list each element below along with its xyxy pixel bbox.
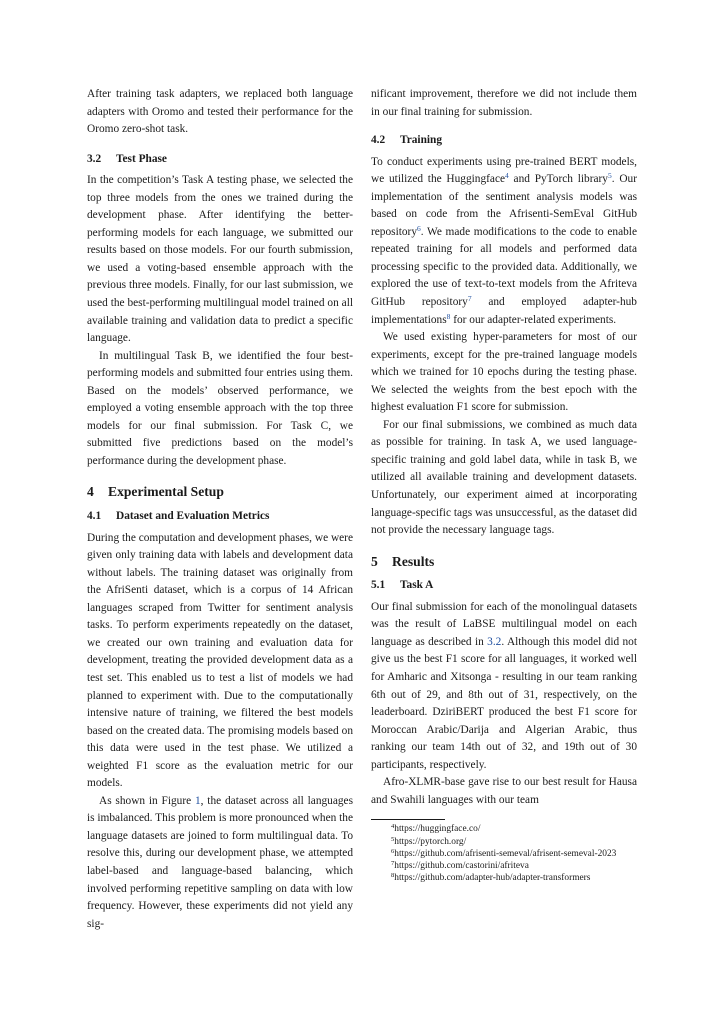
footnote-url[interactable]: https://github.com/castorini/afriteva [394, 860, 529, 871]
text-run: and PyTorch library [508, 173, 608, 186]
heading-title: Dataset and Evaluation Metrics [116, 510, 270, 523]
footnote-mark: 8 [391, 872, 395, 880]
heading-3-2 [87, 151, 353, 169]
footnote-marker-7[interactable]: 7 [467, 294, 472, 304]
paragraph-task-a [371, 599, 637, 774]
footnote-url[interactable]: https://github.com/afrisenti-semeval/afrisent-semeval-2023 [394, 848, 617, 859]
heading-title: Task A [400, 579, 434, 592]
heading-4-1 [87, 508, 353, 526]
footnote-divider [371, 819, 445, 820]
paragraph-test-phase-1: In the competition’s Task A testing phase, we selected the top three models from the ones we trained during the development phase. After identifying the better-performing models for each language, we submitted our results based on those models. For our fourth submission, we used a voting-based ensemble approach with the previous three models. Finally, for our last submission, we used the best-performing multilingual model trained on all available training and validation data to predict a specific language. [87, 174, 353, 345]
text-run: As shown in Figure [99, 794, 195, 807]
footnote-marker-4[interactable]: 4 [505, 171, 509, 181]
footnote-mark: 7 [391, 859, 395, 867]
footnote-4 [371, 823, 637, 835]
text-run: for our adapter-related experiments. [450, 313, 617, 326]
heading-5-1 [371, 577, 637, 595]
footnote-mark: 5 [391, 835, 395, 843]
footnote-url[interactable]: https://huggingface.co/ [394, 824, 481, 835]
text-run: Our final submission for each of the monolingual datasets was the result of LaBSE multilingual model on each language as described in [371, 600, 637, 648]
heading-number: 5.1 [371, 579, 386, 592]
footnote-mark: 6 [391, 847, 395, 855]
heading-title: Experimental Setup [108, 484, 224, 500]
footnote-marker-5[interactable]: 5 [607, 171, 612, 181]
heading-title: Test Phase [116, 152, 167, 165]
heading-number: 4.2 [371, 134, 386, 147]
heading-number: 3.2 [87, 152, 102, 165]
text-run: . Our implementation of the sentiment analysis models was based on code from the Afrisenti-SemEval GitHub repository [371, 173, 637, 238]
paragraph-training [371, 154, 637, 329]
heading-4 [87, 483, 353, 501]
footnote-5 [371, 836, 637, 848]
heading-title: Results [392, 553, 435, 569]
text-run: . Although this model did not give us the best F1 score for all languages, it worked well for Amharic and Xitsonga - resulting in our team ranking 6th out of 29, and 8th out of 31, respectively, on the leaderboard. DziriBERT produced the best F1 score for Moroccan Arabic/Darija and Algerian Arabic, thus ranking our team 14th out of 32, and 19th out of 30 participants, respectively. [371, 635, 638, 771]
heading-title: Training [400, 134, 443, 147]
footnote-mark: 4 [391, 823, 395, 831]
left-column [87, 86, 353, 933]
text-run: and employed adapter-hub implementations [371, 296, 637, 326]
heading-number: 4.1 [87, 510, 102, 523]
footnote-url[interactable]: https://github.com/adapter-hub/adapter-transformers [394, 873, 591, 884]
heading-4-2 [371, 132, 637, 150]
text-run: . We made modifications to the code to enable repeated training for all models and performed data processing specific to the provided data. Additionally, we explored the use of text-to-text models from the Afriteva GitHub repository [371, 225, 637, 309]
footnote-url[interactable]: https://pytorch.org/ [394, 836, 467, 847]
text-run: , the dataset across all languages is imbalanced. This problem is more pronounced when the language datasets are joined to form multilingual data. To resolve this, during our development phase, we attempted label-based and language-based balancing, which involved performing repetitive sampling on data with low frequency. However, these experiments did not yield any sig- [87, 794, 353, 930]
heading-number: 4 [87, 484, 94, 500]
footnote-marker-8[interactable]: 8 [446, 311, 451, 321]
paragraph-dataset-1: During the computation and development phases, we were given only training data with labels and development data without labels. The training dataset was originally from the AfriSenti dataset, which is a corpus of 14 African languages scraped from Twitter for sentiment analysis tasks. To perform experiments repeatedly on the dataset, we created our own training and evaluation data for development, treating the provided development data as a test set. This enabled us to test a list of models we had planned to experiment with. Due to the computationally intensive nature of training, we filtered the best models based on the created data. The promising models based on this data were used in the test phase. We utilized a weighted F1 score as the evaluation metric for our models. [87, 531, 353, 790]
figure-reference-link[interactable]: 1 [194, 794, 201, 807]
footnote-8 [371, 872, 637, 884]
footnote-7 [371, 860, 637, 872]
paragraph-intro: After training task adapters, we replaced both language adapters with Oromo and tested their performance for the Oromo zero-shot task. [87, 88, 353, 136]
paragraph-continuation: nificant improvement, therefore we did not include them in our final training for submission. [371, 88, 637, 118]
text-run: To conduct experiments using pre-trained BERT models, we utilized the Huggingface [371, 155, 637, 186]
paragraph-hyperparameters: We used existing hyper-parameters for most of our experiments, except for the pre-trained language models which we trained for 10 epochs during the testing phase. We selected the weights from the best epoch with the highest evaluation F1 score for submission. [371, 331, 637, 414]
footnote-6 [371, 848, 637, 860]
heading-number: 5 [371, 553, 378, 569]
paragraph-afro-xlmr: Afro-XLMR-base gave rise to our best result for Hausa and Swahili languages with our team [371, 776, 637, 806]
section-reference-link[interactable]: 3.2 [487, 635, 502, 648]
right-column [371, 86, 637, 884]
paragraph-final-submissions: For our final submissions, we combined as much data as possible for training. In task A, we used language-specific training and gold label data, while in task B, we utilized all available training and development datasets. Unfortunately, our experiment aimed at incorporating language-specific tags was unsuccessful, as the dataset did not provide the necessary language tags. [371, 418, 637, 537]
paragraph-dataset-2 [87, 793, 353, 933]
paragraph-test-phase-2: In multilingual Task B, we identified the four best-performing models and submitted four entries using them. Based on the models’ observed performance, we employed a voting ensemble approach with the top three models for our final submission. For Task C, we submitted five predictions based on the model’s performance during the development phase. [87, 349, 353, 467]
heading-5 [371, 553, 637, 571]
footnote-marker-6[interactable]: 6 [417, 223, 421, 233]
footnotes [371, 823, 637, 884]
